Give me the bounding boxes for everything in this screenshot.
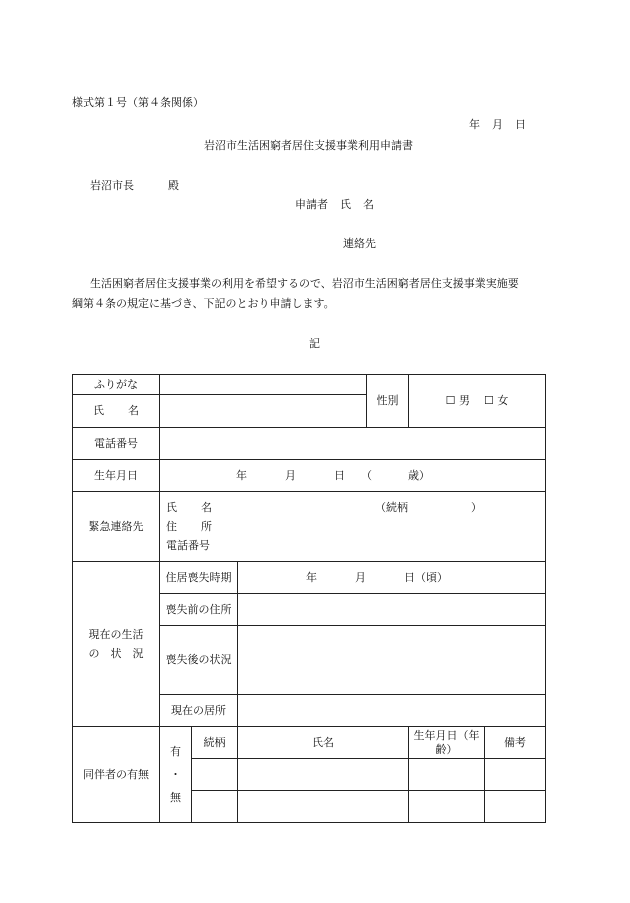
cohabitant-dot: ・: [170, 767, 181, 781]
gender-male-label: 男: [459, 394, 470, 408]
birth-age-label: 歳）: [408, 468, 430, 482]
furigana-label: ふりがな: [73, 375, 160, 395]
cohabitant-name-cell[interactable]: [238, 759, 409, 791]
applicant-label: 申請者: [295, 198, 328, 211]
em-relation-open: （続柄: [375, 501, 408, 514]
current-status-label: [73, 562, 160, 727]
birth-month-label: 月: [285, 468, 296, 482]
loss-day-label: 日（頃）: [404, 570, 448, 584]
em-address-label-2: 所: [201, 520, 212, 533]
name-field[interactable]: [160, 395, 367, 428]
application-form-table: [72, 374, 546, 823]
col-birth-header: 生年月日（年齢）: [409, 727, 485, 759]
before-address-field[interactable]: [238, 594, 546, 626]
date-month-label: 月: [492, 118, 503, 131]
cohabitant-yes-no: [160, 727, 192, 823]
applicant-name-label-2: 名: [363, 198, 374, 211]
after-status-field[interactable]: [238, 626, 546, 695]
name-label-1: 氏: [93, 404, 104, 418]
addressee: [90, 180, 179, 191]
loss-month-label: 月: [355, 570, 366, 584]
gender-label: 性別: [367, 375, 409, 428]
loss-time-label: 住居喪失時期: [160, 562, 238, 594]
emergency-contact-field[interactable]: [160, 492, 546, 562]
cohabitant-remarks-cell[interactable]: [485, 759, 546, 791]
current-residence-field[interactable]: [238, 695, 546, 727]
cohabitant-no[interactable]: 無: [170, 791, 181, 805]
date-day-label: 日: [515, 118, 526, 131]
emergency-address-line: [166, 517, 545, 536]
birthdate-field[interactable]: [160, 460, 546, 492]
applicant-line: [295, 199, 374, 210]
cohabitant-name-cell[interactable]: [238, 791, 409, 823]
cohabitant-remarks-cell[interactable]: [485, 791, 546, 823]
body-line-1: 生活困窮者居住支援事業の利用を希望するので、岩沼市生活困窮者居住支援事業実施要: [90, 277, 519, 290]
current-residence-label: 現在の居所: [160, 695, 238, 727]
em-address-label-1: 住: [166, 520, 177, 533]
col-remarks-header: 備考: [485, 727, 546, 759]
col-name-header: 氏名: [238, 727, 409, 759]
loss-time-field[interactable]: [238, 562, 546, 594]
addressee-suffix: 殿: [168, 179, 179, 192]
gender-female-checkbox[interactable]: ☐: [484, 394, 494, 408]
cohabitant-relation-cell[interactable]: [192, 759, 238, 791]
emergency-phone-line: 電話番号: [166, 539, 210, 552]
name-label-2: 名: [128, 404, 139, 418]
em-relation-close: ）: [471, 501, 482, 514]
cohabitant-yes[interactable]: 有: [170, 744, 181, 758]
birthdate-label: 生年月日: [73, 460, 160, 492]
form-number: 様式第１号（第４条関係）: [72, 96, 204, 109]
cohabitant-relation-cell[interactable]: [192, 791, 238, 823]
document-title: 岩沼市生活困窮者居住支援事業利用申請書: [204, 139, 413, 152]
cohabitant-label: 同伴者の有無: [73, 727, 160, 823]
contact-label: 連絡先: [343, 237, 376, 250]
col-relation-header: 続柄: [192, 727, 238, 759]
birth-year-label: 年: [236, 468, 247, 482]
cohabitant-birth-cell[interactable]: [409, 759, 485, 791]
before-address-label: 喪失前の住所: [160, 594, 238, 626]
gender-options: [409, 375, 546, 428]
emergency-contact-label: 緊急連絡先: [73, 492, 160, 562]
name-label: [73, 395, 160, 428]
ki-label: 記: [309, 337, 320, 350]
birth-paren-open: （: [361, 468, 372, 482]
gender-female-label: 女: [497, 394, 509, 408]
phone-label: 電話番号: [73, 428, 160, 460]
date-line: [469, 119, 526, 130]
applicant-name-label-1: 氏: [340, 198, 351, 211]
em-name-label-2: 名: [201, 501, 212, 514]
current-status-label-1: 現在の生活: [88, 627, 144, 641]
date-year-label: 年: [469, 118, 480, 131]
current-status-label-2: の 状 況: [88, 647, 144, 660]
emergency-name-line: [166, 498, 545, 517]
gender-male-checkbox[interactable]: ☐: [445, 394, 456, 408]
furigana-field[interactable]: [160, 375, 367, 395]
loss-year-label: 年: [306, 570, 317, 584]
body-line-2: 綱第４条の規定に基づき、下記のとおり申請します。: [72, 297, 335, 310]
after-status-label: 喪失後の状況: [160, 626, 238, 695]
cohabitant-birth-cell[interactable]: [409, 791, 485, 823]
birth-day-label: 日: [334, 468, 345, 482]
phone-field[interactable]: [160, 428, 546, 460]
em-name-label-1: 氏: [166, 501, 177, 514]
addressee-name: 岩沼市長: [90, 179, 134, 192]
